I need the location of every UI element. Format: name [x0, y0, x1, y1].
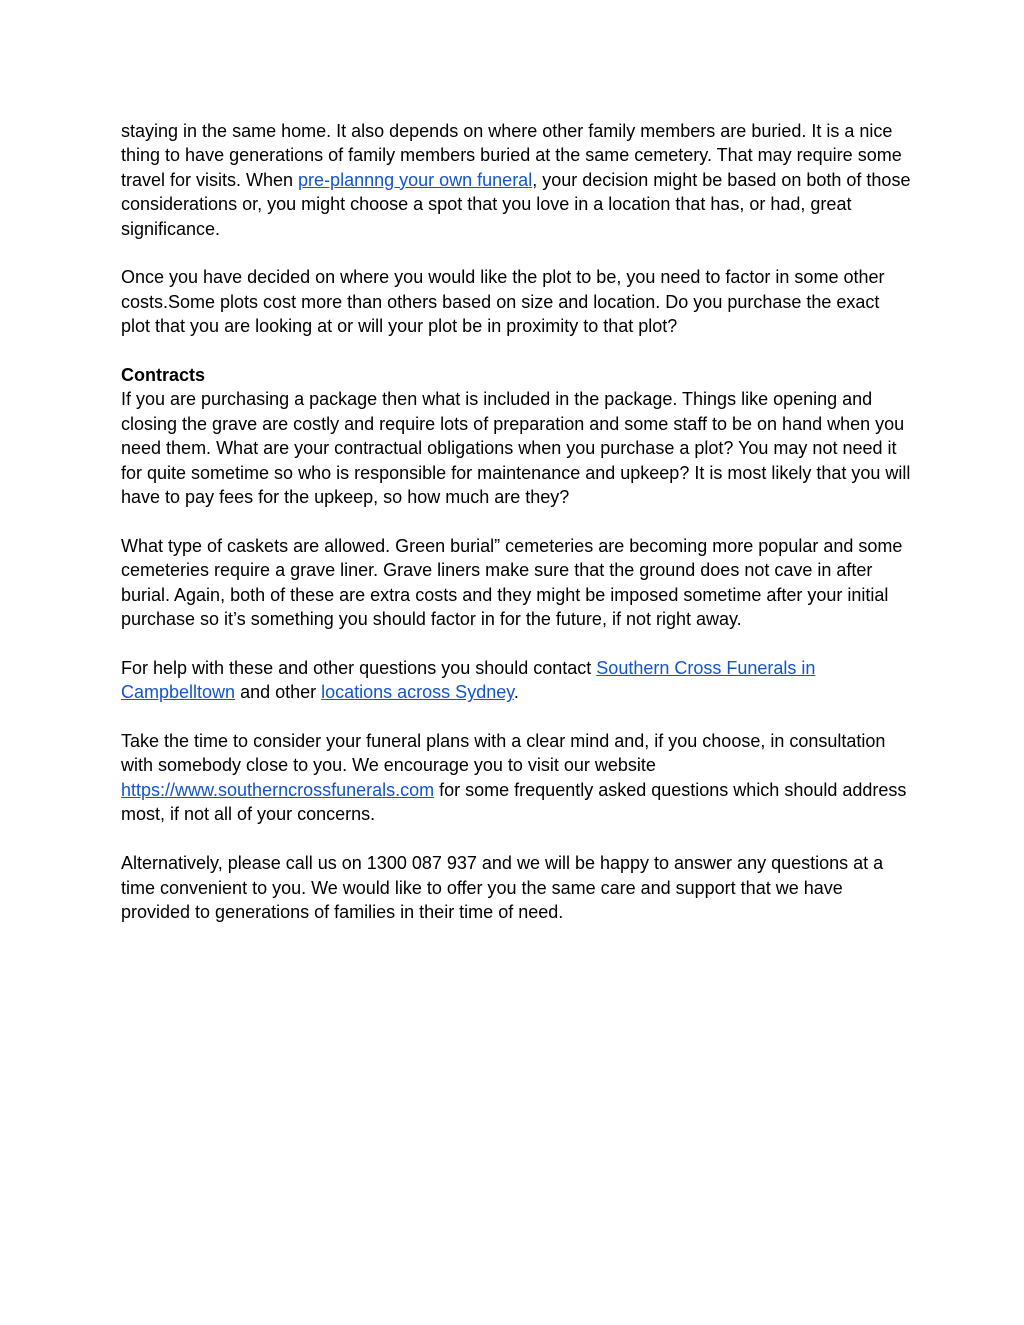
paragraph-phone: Alternatively, please call us on 1300 087 937 and we will be happy to answer any questions at a time convenient to you. We would like to offer you the same care and support that we have provided to generations of families in their time of need. — [121, 853, 884, 922]
paragraph-contracts: If you are purchasing a package then what is included in the package. Things like opening and closing the grave are costly and require lots of preparation and some staff to be on hand when you need them. What are your contractual obligations when you purchase a plot? You may not need it for quite sometime so who is responsible for maintenance and upkeep? It is most likely that you will have to pay fees for the upkeep, so how much are they? — [121, 389, 911, 508]
website-link[interactable]: https://www.southerncrossfunerals.com — [121, 779, 435, 800]
paragraph-text: . — [513, 682, 519, 703]
campbelltown-link[interactable]: Southern Cross Funerals in Campbelltown — [121, 657, 816, 703]
paragraph-text: staying in the same home. It also depends on where other family members are buried. It is a nice thing to have generations of family members buried at the same cemetery. That may require some travel for visits. When — [121, 121, 902, 190]
paragraph-caskets: What type of caskets are allowed. Green burial” cemeteries are becoming more popular and some cemeteries require a grave liner. Grave liners make sure that the ground does not cave in after burial. Again, both of these are extra costs and they might be imposed sometime after your initial purchase so it’s something you should factor in for the future, if not right away. — [121, 535, 903, 630]
paragraph-plot-costs: Once you have decided on where you would like the plot to be, you need to factor in some other costs.Some plots cost more than others based on size and location. Do you purchase the exact plot that you are looking at or will your plot be in proximity to that plot? — [121, 267, 885, 337]
paragraph-plot-location — [121, 119, 911, 241]
sydney-locations-link[interactable]: locations across Sydney — [321, 682, 514, 703]
paragraph-text: Take the time to consider your funeral plans with a clear mind and, if you choose, in consultation with somebody close to you. We encourage you to visit our website — [121, 731, 886, 776]
document-page — [121, 119, 911, 949]
paragraph-contact — [121, 656, 911, 705]
paragraph-text: For help with these and other questions you should contact — [121, 657, 597, 678]
pre-planning-funeral-link[interactable]: pre-plannng your own funeral — [298, 169, 533, 190]
paragraph-text: and other — [235, 682, 322, 703]
paragraph-text: , your decision might be based on both of those considerations or, you might choose a spot that you love in a location that has, or had, great significance. — [121, 169, 911, 239]
paragraph-website — [121, 729, 911, 827]
contracts-heading: Contracts — [121, 365, 206, 386]
paragraph-text: for some frequently asked questions which should address most, if not all of your concerns. — [121, 779, 907, 825]
